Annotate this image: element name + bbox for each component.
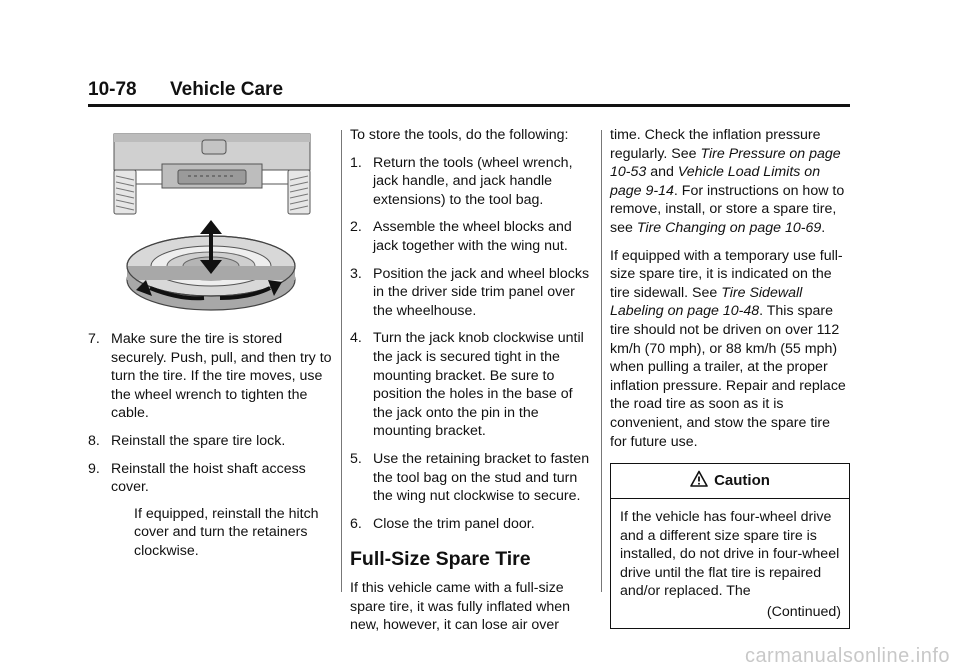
inflation-paragraph: time. Check the inflation pressure regularly. See Tire Pressure on page 10-53 and Vehicle Load Limits on page 9-14. For instructions on how to remove, install, or store a spare tire, see Tire Changing on page 10-69. xyxy=(610,127,845,236)
page-number: 10-78 xyxy=(88,79,137,100)
caution-title: Caution xyxy=(714,472,770,490)
column-1 xyxy=(88,120,333,570)
cross-reference-link[interactable]: Tire Sidewall Labeling on page 10-48 xyxy=(610,284,803,320)
step-9-note: If equipped, reinstall the hitch cover and turn the retainers clockwise. xyxy=(134,505,319,559)
column-3 xyxy=(610,126,850,629)
list-item: 3. Position the jack and wheel blocks in the driver side trim panel over the wheelhouse. xyxy=(350,265,590,319)
list-item: 9. Reinstall the hoist shaft access cover. If equipped, reinstall the hitch cover and turn the retainers clockwise. xyxy=(88,460,333,561)
caution-body: If the vehicle has four-wheel drive and a different size spare tire is installed, do not drive in four-wheel drive until the flat tire is repaired and/or replaced. The (Continued) xyxy=(620,509,841,621)
spare-tire-illustration xyxy=(100,120,322,316)
caution-header xyxy=(611,464,849,499)
page-header xyxy=(88,78,850,107)
list-item: 2. Assemble the wheel blocks and jack together with the wing nut. xyxy=(350,219,572,254)
continued-label: (Continued) xyxy=(766,604,841,621)
list-item: 4. Turn the jack knob clockwise until the jack is secured tight in the mounting bracket. Be sure to position the holes in the base of the jack onto the pin in the mounting bracket. xyxy=(350,330,584,440)
cross-reference-link[interactable]: Tire Pressure on page 10-53 xyxy=(610,145,841,181)
watermark: carmanualsonline.info xyxy=(744,645,950,667)
section-heading: Full-Size Spare Tire xyxy=(350,548,531,571)
cross-reference-link[interactable]: Tire Changing on page 10-69 xyxy=(636,219,822,236)
list-item: 7. Make sure the tire is stored securely. Push, pull, and then try to turn the tire. If the tire moves, use the wheel wrench to tighten the cable. xyxy=(88,331,332,422)
list-item: 6. Close the trim panel door. xyxy=(350,515,535,532)
list-item: 5. Use the retaining bracket to fasten the tool bag on the stud and turn the wing nut clockwise to secure. xyxy=(350,450,590,505)
list-item: 8. Reinstall the spare tire lock. xyxy=(88,432,286,449)
temporary-spare-paragraph: If equipped with a temporary use full-size spare tire, it is indicated on the tire sidewall. See Tire Sidewall Labeling on page 10-48. This spare tire should not be driven on over 112 km/h (70 mph), or 88 km/h (55 mph) when pulling a trailer, at the proper inflation pressure. Repair and replace the road tire as soon as it is convenient, and stow the spare tire for future use. xyxy=(610,247,846,450)
section-paragraph: If this vehicle came with a full-size spare tire, it was fully inflated when new, however, it can lose air over xyxy=(350,580,571,634)
list-item: 1. Return the tools (wheel wrench, jack handle, and jack handle extensions) to the tool bag. xyxy=(350,154,573,208)
column-divider-2 xyxy=(601,130,602,592)
caution-warning-icon xyxy=(690,470,708,488)
steps-list-col1 xyxy=(88,330,333,561)
cross-reference-link[interactable]: Vehicle Load Limits on page 9-14 xyxy=(610,164,821,199)
caution-box xyxy=(610,463,850,629)
column-divider-1 xyxy=(341,130,342,592)
steps-list-col2 xyxy=(350,154,590,534)
column-2 xyxy=(350,126,590,644)
tools-intro: To store the tools, do the following: xyxy=(350,127,569,143)
section-title: Vehicle Care xyxy=(170,79,284,100)
